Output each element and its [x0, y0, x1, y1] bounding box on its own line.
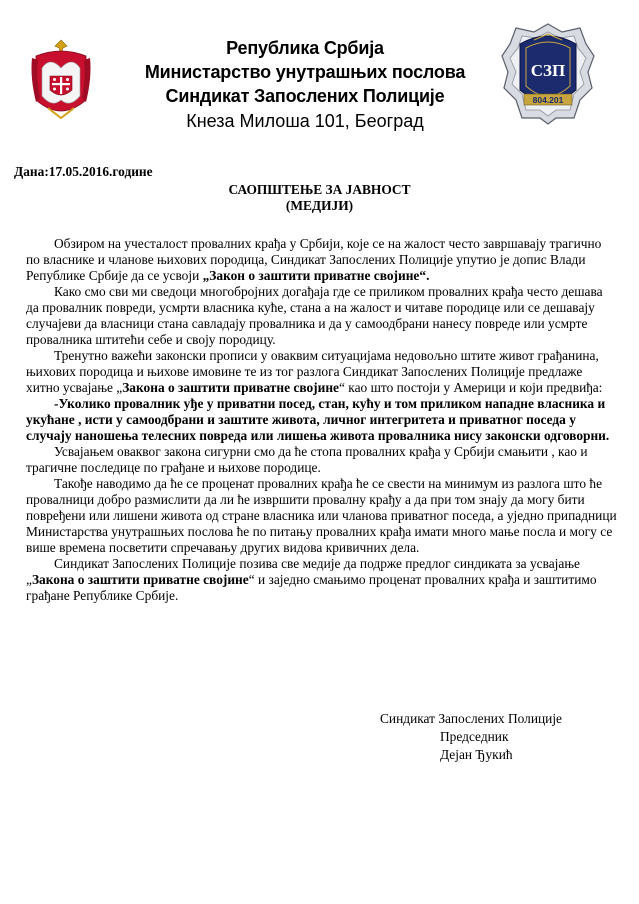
paragraph-3-text: Тренутно важећи законски прописи у оваквим ситуацијама недовољно штите живот грађанина, њихових породица и њихове имовине те из тог разлога Синдикат Запослених Полиције предлаже хитно усвајање „: [26, 348, 599, 395]
paragraph-7-law-name: Закона о заштити приватне својине: [31, 572, 249, 587]
police-union-badge-emblem: [500, 22, 596, 126]
document-title: [0, 182, 639, 214]
paragraph-1-law-name: „Закон о заштити приватне својине“.: [202, 268, 430, 283]
paragraph-3-tail: “ као што постоји у Америци и који предвиђа:: [339, 380, 603, 395]
paragraph-3: [26, 348, 618, 396]
paragraph-6: Такође наводимо да ће се проценат провалних крађа ће се свести на минимум из разлога што ће провалници добро размислити да ли ће извршити провалну крађу а да при том знају да могу бити повређени или лишени живота од стране власника или чланова приватног поседа, а уједно припадници Министарства унутрашњих послова ће по питању провалних крађа имати много мање посла и могу се више времена посветити спречавању других видова кривичних дела.: [26, 476, 617, 555]
paragraph-1: [26, 236, 618, 284]
paragraph-3-law-name: Закона о заштити приватне својине: [122, 380, 340, 395]
letterhead-ministry: Министарство унутрашњих послова: [144, 62, 466, 82]
document-body: [26, 236, 618, 604]
paragraph-7-tail: “ и заједно смањимо проценат провалних крађа и заштитимо грађане Републике Србије.: [26, 572, 597, 603]
serbian-coat-of-arms-emblem: [30, 38, 92, 124]
title-line-press-release: САОПШТЕЊЕ ЗА ЈАВНОСТ: [228, 182, 411, 197]
paragraph-4-provision: -Уколико провалник уђе у приватни посед, стан, кућу и том приликом нападне власника и укућане , исти у самоодбрани и заштите живота, личног интегритета и приватног поседа у случају наношења телесних повреда или лишења живота провалника нису законски одговорни.: [26, 396, 610, 443]
signature-role: Председник: [440, 729, 509, 744]
signature-block: [380, 710, 600, 764]
paragraph-2: Како смо сви ми сведоци многобројних догађаја где се приликом провалних крађа често дешава да провалник повреди, усмрти власника куће, стана а на жалост и читаве породице или се дешавају случајеви да власници стана савладају провалника и да у самоодбрани нанесу повреде или усмрте провалника штитећи себе и своју породицу.: [26, 284, 603, 347]
paragraph-7-text: Синдикат Запослених Полиције позива све медије да подрже предлог синдиката за усвајање „: [26, 556, 580, 587]
document-date: Дана:17.05.2016.године: [14, 164, 153, 179]
paragraph-1-text: Обзиром на учесталост провалних крађа у Србији, које се на жалост често завршавају трагично по власнике и чланове њихових породица, Синдикат Запослених Полиције упутио је допис Влади Републике Србије да се усвоји: [26, 236, 602, 283]
paragraph-5: Усвајањем оваквог закона сигурни смо да ће стопа провалних крађа у Србији смањити , као и трагичне последице по грађане и њихове породице.: [26, 444, 588, 475]
letterhead-address: Кнеза Милоша 101, Београд: [186, 111, 424, 131]
letterhead-republic: Република Србија: [226, 38, 384, 58]
paragraph-7: [26, 556, 618, 604]
letterhead: [105, 36, 505, 134]
badge-initials: СЗП: [530, 61, 566, 80]
letterhead-union: Синдикат Запослених Полиције: [165, 86, 445, 106]
title-line-media: (МЕДИЈИ): [285, 198, 354, 213]
signature-name: Дејан Ђукић: [440, 747, 513, 762]
badge-number: 804.201: [532, 95, 564, 105]
signature-organization: Синдикат Запослених Полиције: [380, 711, 562, 726]
